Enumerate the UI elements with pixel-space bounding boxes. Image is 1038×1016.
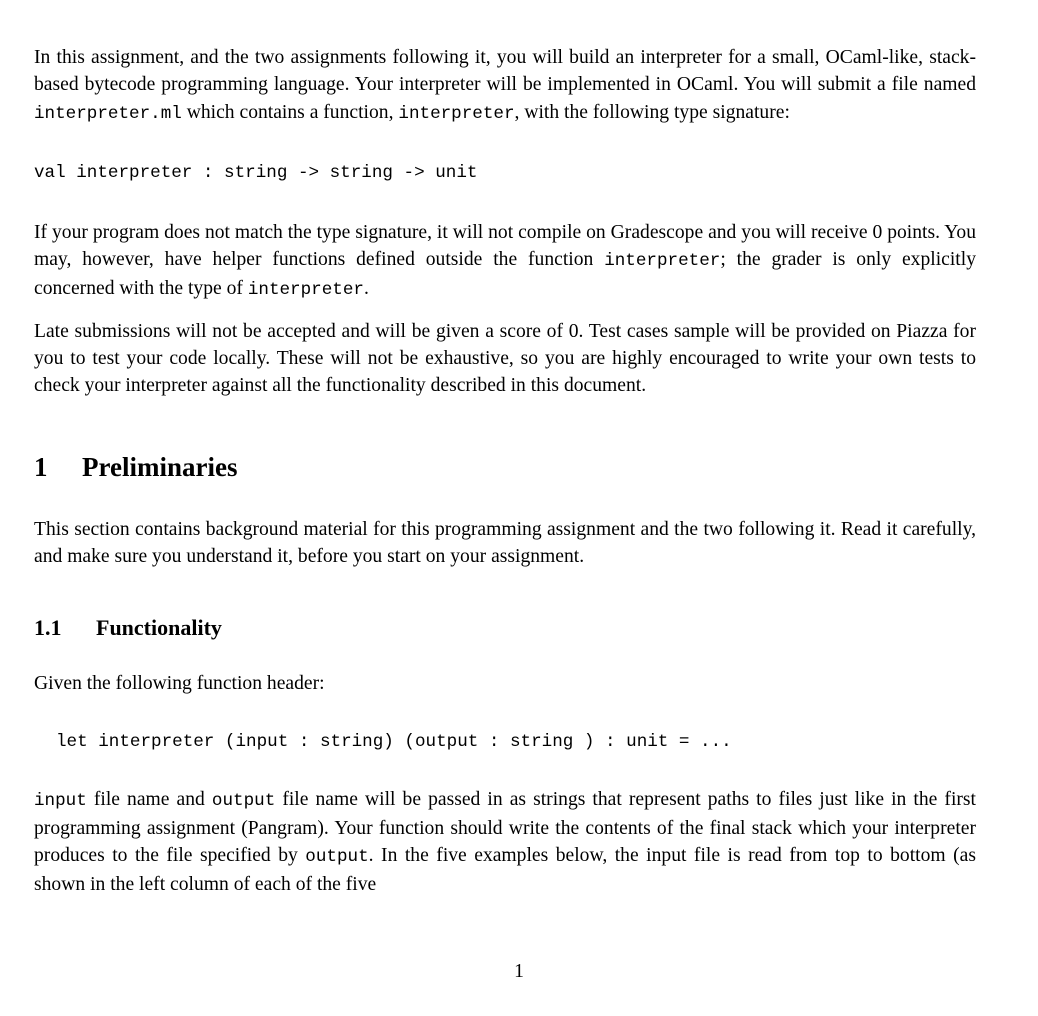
function-header-code: let interpreter (input : string) (output : string ) : unit = ... <box>56 731 732 752</box>
subsection-heading <box>34 614 976 642</box>
subsection-title: Functionality <box>96 615 222 641</box>
text-run: ; the grader is only explicitly concerned with the type of <box>34 249 976 300</box>
section-heading <box>34 450 976 484</box>
inline-code-function: interpreter <box>604 251 721 272</box>
text-run: , with the following type signature: <box>514 101 790 123</box>
functionality-paragraph <box>34 786 976 899</box>
page-number: 1 <box>514 961 524 982</box>
section-title: Preliminaries <box>82 451 238 482</box>
intro-paragraph-1 <box>34 44 976 128</box>
inline-code-output: output <box>211 790 276 811</box>
functionality-lead: Given the following function header: <box>34 673 325 695</box>
text-run: . In the five examples below, the input file is read from top to bottom (as shown in the left column of each of the five <box>34 845 976 896</box>
inline-code-function: interpreter <box>398 103 515 124</box>
text-run: which contains a function, <box>181 101 399 123</box>
intro-paragraph-2 <box>34 219 976 305</box>
inline-code-function: interpreter <box>247 280 364 301</box>
section-intro-paragraph: This section contains background material for this programming assignment and the two following it. Read it carefully, and make sure you understand it, before you start on your assignment. <box>34 518 976 567</box>
inline-code-output: output <box>305 847 369 868</box>
document-page <box>34 44 976 899</box>
section-number: 1 <box>34 451 48 482</box>
text-run: In this assignment, and the two assignments following it, you will build an interpreter for a small, OCaml-like, stack-based bytecode programming language. Your interpreter will be implemented in OCaml. You will submit a file named <box>34 47 976 96</box>
text-run: If your program does not match the type signature, it will not compile on Gradescope and you will receive 0 points. You may, however, have helper functions defined outside the function <box>34 221 976 271</box>
text-run: file name and <box>86 788 212 810</box>
intro-paragraph-3: Late submissions will not be accepted and will be given a score of 0. Test cases sample will be provided on Piazza for you to test your code locally. These will not be exhaustive, so you are highly encouraged to write your own tests to check your interpreter against all the functionality described in this document. <box>34 320 976 397</box>
inline-code-input: input <box>34 790 87 811</box>
text-run: file name will be passed in as strings that represent paths to files just like in the first programming assignment (Pangram). Your function should write the contents of the final stack which your interpreter produces to the file specified by <box>34 788 976 867</box>
inline-code-filename: interpreter.ml <box>34 103 182 124</box>
type-signature-code: val interpreter : string -> string -> unit <box>34 162 478 183</box>
text-run: . <box>363 278 369 300</box>
subsection-number: 1.1 <box>34 615 62 641</box>
